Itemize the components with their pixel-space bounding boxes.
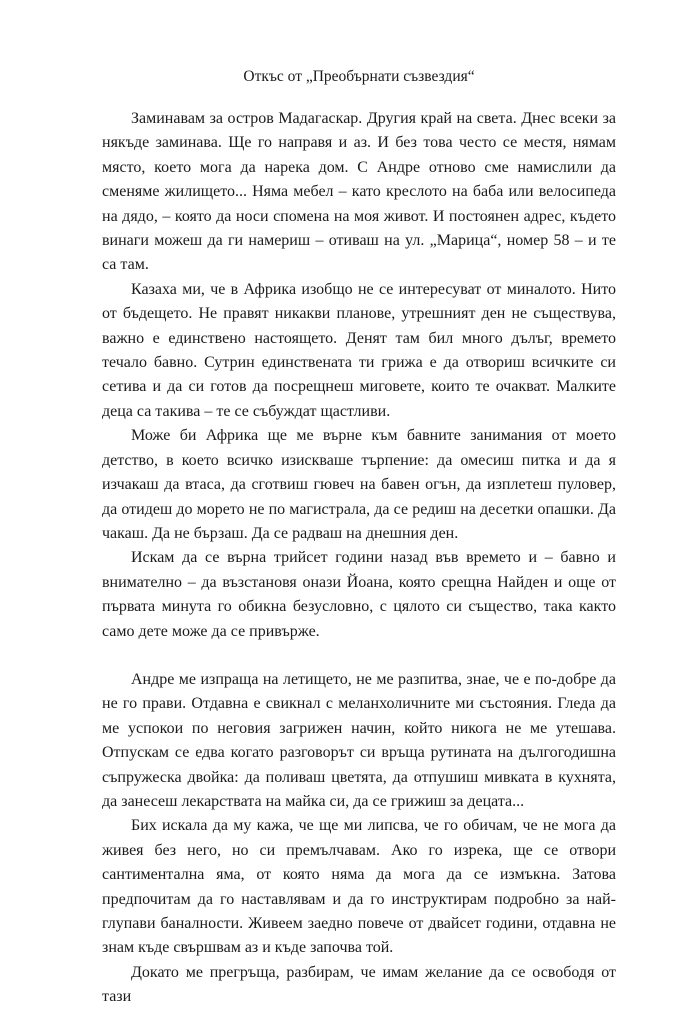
paragraph-2: Казаха ми, че в Африка изобщо не се интересуват от миналото. Нито от бъдещето. Не правят никакви планове, утрешният ден не съществува, важно е единствено настоящето. Денят там бил много дълъг, времето течало бавно. Сутрин единствената ти грижа е да отвориш всичките си сетива и да си готов да посрещнеш миговете, които те очакват. Малките деца са такива – те се събуждат щастливи. — [102, 280, 616, 420]
document-title: Откъс от „Преобърнати съзвездия“ — [243, 68, 475, 85]
paragraph-4: Искам да се върна трийсет години назад във времето и – бавно и внимателно – да възстановя онази Йоана, която срещна Найден и още от първата минута го обикна безусловно, с цялото си същество, така както само дете може да се привърже. — [102, 549, 616, 640]
paragraph-3: Може би Африка ще ме върне към бавните занимания от моето детство, в което всичко изискваше търпение: да омесиш питка и да я изчакаш да втаса, да сготвиш гювеч на бавен огън, да изплетеш пуловер, да отидеш до морето не по магистрала, да се редиш на десетки опашки. Да чакаш. Да не бързаш. Да се радваш на днешния ден. — [102, 427, 616, 542]
paragraph-1: Заминавам за остров Мадагаскар. Другия край на света. Днес всеки за някъде заминава. Ще го направя и аз. И без това често се местя, нямам място, което мога да нарека дом. С Андре отново сме намислили да сменяме жилището... Няма мебел – като креслото на баба или велосипеда на дядо, – която да носи спомена на моя живот. И постоянен адрес, където винаги можеш да ги намериш – отиваш на ул. „Марица“, номер 58 – и те са там. — [102, 110, 616, 274]
paragraph-7: Докато ме прегръща, разбирам, че имам желание да се освободя от тази — [102, 963, 616, 1006]
section-break — [102, 644, 616, 668]
paragraph-5: Андре ме изпраща на летището, не ме разпитва, знае, че е по-добре да не го прави. Отдавна е свикнал с меланхоличните ми състояния. Гледа да ме успокои по неговия загрижен начин, който никога не ме утешава. Отпускам се едва когато разговорът си връща рутината на дългогодишна съпружеска двойка: да поливаш цветята, да отпушиш мивката в кухнята, да занесеш лекарствата на майка си, да се грижиш за децата... — [102, 670, 616, 810]
paragraph-6: Бих искала да му кажа, че ще ми липсва, че го обичам, че не мога да живея без него, но си премълчавам. Ако го изрека, ще се отвори сантиментална яма, от която няма да мога да се измъкна. Затова предпочитам да го наставлявам и да го инструктирам подробно за най-глупави баналности. Живеем заедно повече от двайсет години, отдавна не знам къде свършвам аз и къде започва той. — [102, 817, 616, 957]
